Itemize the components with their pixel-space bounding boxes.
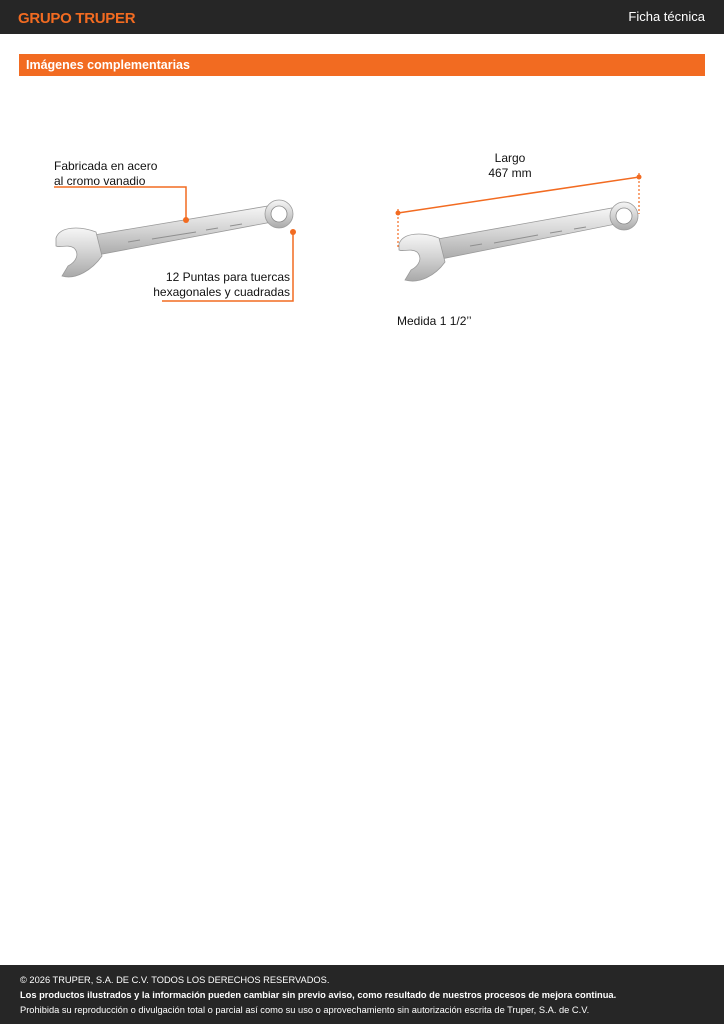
footer-notice: Los productos ilustrados y la información pueden cambiar sin previo aviso, como resultado de nuestros procesos de mejora continua. <box>20 990 617 1000</box>
length-label-block <box>470 151 550 181</box>
footer-legal: Prohibida su reproducción o divulgación total o parcial así como su uso o aprovechamiento sin autorización escrita de Truper, S.A. de C.V. <box>20 1005 590 1015</box>
length-label: Largo <box>494 151 526 165</box>
document-type: Ficha técnica <box>628 9 705 24</box>
product-illustrations <box>0 0 724 400</box>
callout-material-line1: Fabricada en acero <box>54 159 158 173</box>
brand-logo: GRUPO TRUPER <box>18 10 136 27</box>
length-value: 467 mm <box>488 166 532 180</box>
callout-points-line2: hexagonales y cuadradas <box>153 285 290 299</box>
callout-points <box>150 270 290 300</box>
callout-material <box>54 159 157 189</box>
wrench-image-right <box>399 202 638 281</box>
callout-material-line2: al cromo vanadio <box>54 174 146 188</box>
section-title: Imágenes complementarias <box>26 58 190 72</box>
callout-points-line1: 12 Puntas para tuercas <box>165 270 290 284</box>
callout-line-material <box>54 187 186 219</box>
size-label: Medida 1 1/2’’ <box>397 314 472 328</box>
footer <box>0 965 724 1024</box>
callout-dot-material <box>183 217 189 223</box>
callout-dot-points <box>290 229 296 235</box>
footer-copyright: © 2026 TRUPER, S.A. DE C.V. TODOS LOS DERECHOS RESERVADOS. <box>20 975 330 985</box>
wrench-image-left <box>56 200 293 277</box>
